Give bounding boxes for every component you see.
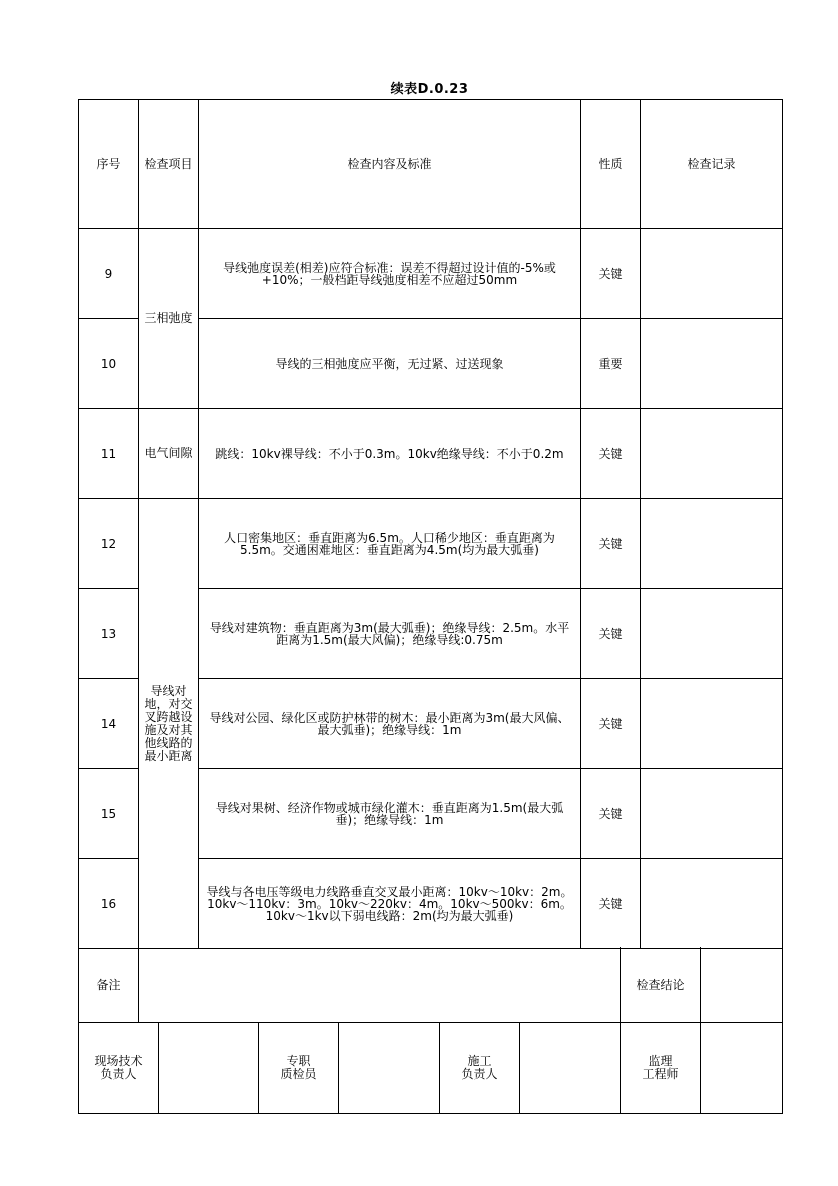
row-record[interactable] <box>641 589 783 679</box>
row-content: 导线的三相弛度应平衡，无过紧、过送现象 <box>199 319 581 409</box>
row-nature: 重要 <box>581 319 641 409</box>
conclusion-label: 检查结论 <box>621 947 701 1023</box>
row-seq: 11 <box>79 409 139 499</box>
signature-field-construction-lead[interactable] <box>520 1023 621 1114</box>
signature-table <box>78 1023 783 1114</box>
table-row <box>79 409 783 499</box>
row-content: 人口密集地区：垂直距离为6.5m。人口稀少地区：垂直距离为5.5m。交通困难地区：垂直距离为4.5m(均为最大弧垂) <box>199 499 581 589</box>
inspection-table <box>78 99 783 949</box>
row-nature: 关键 <box>581 589 641 679</box>
table-row <box>79 229 783 319</box>
row-seq: 10 <box>79 319 139 409</box>
signature-label-inspector: 专职 质检员 <box>259 1023 339 1114</box>
table-title: 续表D.0.23 <box>390 82 469 97</box>
group-distance: 导线对地，对交叉跨越设施及对其他线路的最小距离 <box>139 499 199 949</box>
row-record[interactable] <box>641 859 783 949</box>
signature-field-tech-lead[interactable] <box>159 1023 259 1114</box>
row-nature: 关键 <box>581 409 641 499</box>
row-seq: 9 <box>79 229 139 319</box>
header-seq: 序号 <box>79 100 139 229</box>
row-record[interactable] <box>641 769 783 859</box>
row-record[interactable] <box>641 679 783 769</box>
row-content: 导线弛度误差(相差)应符合标准：误差不得超过设计值的-5%或+10%；一般档距导线弛度相差不应超过50mm <box>199 229 581 319</box>
row-seq: 15 <box>79 769 139 859</box>
row-seq: 16 <box>79 859 139 949</box>
row-record[interactable] <box>641 409 783 499</box>
row-seq: 14 <box>79 679 139 769</box>
row-record[interactable] <box>641 499 783 589</box>
header-nature: 性质 <box>581 100 641 229</box>
row-content: 导线与各电压等级电力线路垂直交叉最小距离：10kv～10kv：2m。10kv～110kv：3m。10kv～220kv：4m。10kv～500kv：6m。10kv～1kv以下弱电线路：2m(均为最大弧垂) <box>199 859 581 949</box>
signature-label-tech-lead: 现场技术 负责人 <box>79 1023 159 1114</box>
remarks-label: 备注 <box>79 947 139 1023</box>
row-content: 跳线：10kv裸导线：不小于0.3m。10kv绝缘导线：不小于0.2m <box>199 409 581 499</box>
remarks-field[interactable] <box>139 947 621 1023</box>
row-nature: 关键 <box>581 769 641 859</box>
group-sag: 三相弛度 <box>139 229 199 409</box>
group-clearance: 电气间隙 <box>139 409 199 499</box>
row-record[interactable] <box>641 319 783 409</box>
signature-label-construction-lead: 施工 负责人 <box>440 1023 520 1114</box>
table-row <box>79 499 783 589</box>
row-seq: 12 <box>79 499 139 589</box>
header-record: 检查记录 <box>641 100 783 229</box>
conclusion-field[interactable] <box>701 947 783 1023</box>
row-nature: 关键 <box>581 229 641 319</box>
remarks-table <box>78 947 783 1023</box>
signature-label-supervisor: 监理 工程师 <box>621 1023 701 1114</box>
signature-field-supervisor[interactable] <box>701 1023 783 1114</box>
row-content: 导线对建筑物：垂直距离为3m(最大弧垂)；绝缘导线：2.5m。水平距离为1.5m(最大风偏)；绝缘导线:0.75m <box>199 589 581 679</box>
header-item: 检查项目 <box>139 100 199 229</box>
row-nature: 关键 <box>581 499 641 589</box>
signature-field-inspector[interactable] <box>339 1023 440 1114</box>
row-record[interactable] <box>641 229 783 319</box>
header-content: 检查内容及标准 <box>199 100 581 229</box>
row-content: 导线对果树、经济作物或城市绿化灌木：垂直距离为1.5m(最大弧垂)；绝缘导线：1m <box>199 769 581 859</box>
row-nature: 关键 <box>581 859 641 949</box>
row-seq: 13 <box>79 589 139 679</box>
row-nature: 关键 <box>581 679 641 769</box>
header-row <box>79 100 783 229</box>
row-content: 导线对公园、绿化区或防护林带的树木：最小距离为3m(最大风偏、最大弧垂)；绝缘导线：1m <box>199 679 581 769</box>
